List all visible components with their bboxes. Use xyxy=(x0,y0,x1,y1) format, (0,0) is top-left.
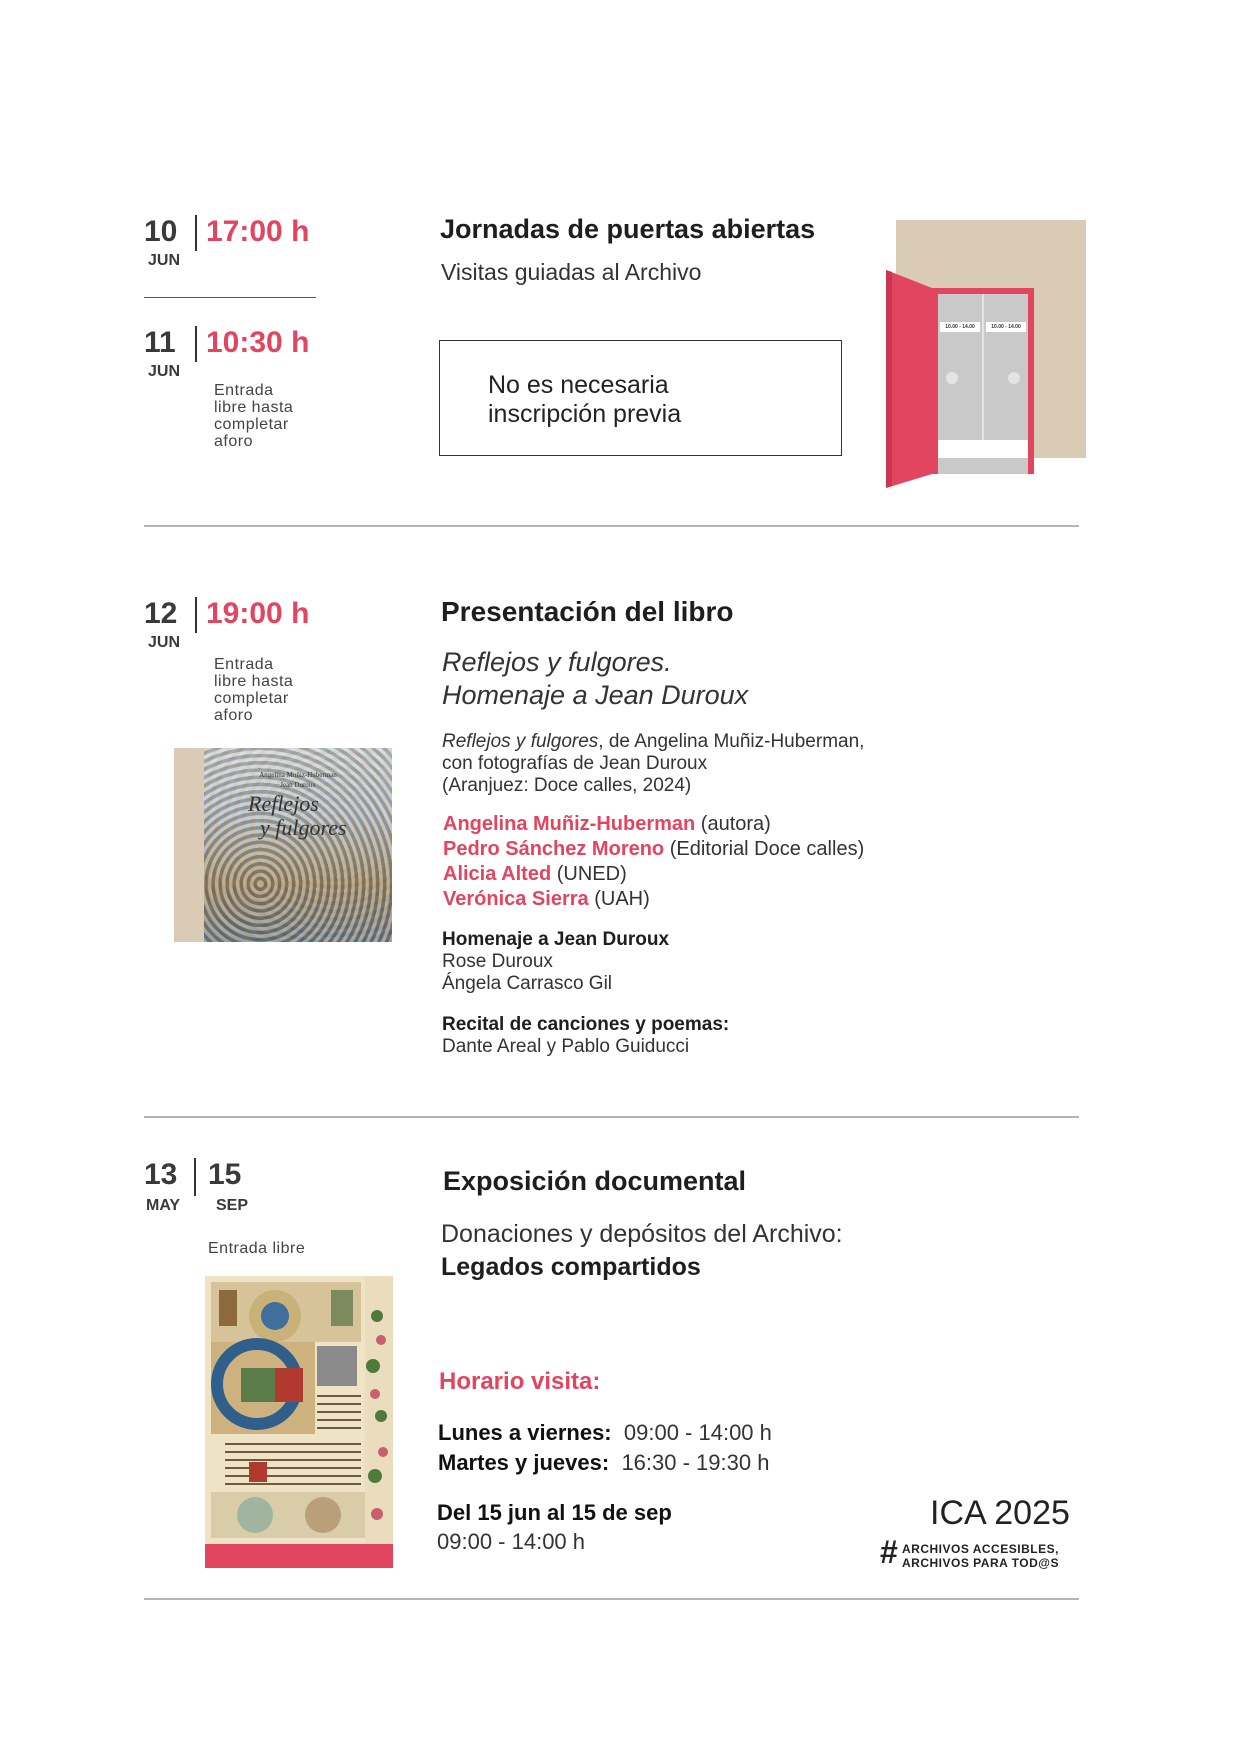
notice-text xyxy=(488,371,681,429)
event3-title: Exposición documental xyxy=(443,1166,747,1196)
book-cover-spine xyxy=(174,748,204,942)
recital-heading: Recital de canciones y poemas: xyxy=(442,1014,730,1035)
event2-entry-note xyxy=(214,656,293,724)
event1-entry-note xyxy=(214,382,293,450)
divider xyxy=(144,297,316,298)
speaker-name: Angelina Muñiz-Huberman xyxy=(443,813,696,835)
recital-names: Dante Areal y Pablo Guiducci xyxy=(442,1036,690,1057)
manuscript-image xyxy=(205,1276,393,1544)
note-line: Entrada xyxy=(214,382,274,399)
tribute-name: Ángela Carrasco Gil xyxy=(442,973,613,994)
notice-line: No es necesaria xyxy=(488,371,669,399)
event1-month2: JUN xyxy=(148,363,181,380)
event2-time: 19:00 h xyxy=(206,597,310,630)
event2-speakers xyxy=(443,812,864,912)
cover-author: Jean Duroux xyxy=(280,781,316,789)
event1-day1: 10 xyxy=(144,215,178,248)
schedule-row xyxy=(438,1418,772,1448)
event3-schedule-heading: Horario visita: xyxy=(439,1368,601,1395)
tribute-heading: Homenaje a Jean Duroux xyxy=(442,929,670,950)
event3-dates xyxy=(142,1158,322,1218)
speaker-row xyxy=(443,887,864,912)
event2-date xyxy=(142,597,322,657)
event1-date1 xyxy=(142,215,322,275)
event3-start-month: MAY xyxy=(146,1197,181,1214)
tagline-line: ARCHIVOS PARA TOD@S xyxy=(902,1556,1059,1570)
event2-recital xyxy=(442,1014,729,1058)
manuscript-bar xyxy=(205,1544,393,1568)
book-cover-title xyxy=(248,792,347,840)
section-divider xyxy=(144,525,1079,527)
divider xyxy=(194,1158,196,1196)
schedule-label: Lunes a viernes: xyxy=(438,1420,612,1445)
event2-reference xyxy=(442,731,864,797)
ref-line3: (Aranjuez: Doce calles, 2024) xyxy=(442,775,692,796)
divider xyxy=(195,597,197,633)
event3-summer xyxy=(437,1498,672,1556)
event2-tribute xyxy=(442,929,669,995)
schedule-hours: 09:00 - 14:00 h xyxy=(623,1420,772,1445)
speaker-role: (Editorial Doce calles) xyxy=(664,838,865,860)
door-sign-right: 10.00 - 14.00 xyxy=(991,324,1021,330)
subtitle-line: Donaciones y depósitos del Archivo: xyxy=(441,1220,843,1248)
book-title-line: Reflejos y fulgores. xyxy=(442,647,672,677)
cover-title-line: y fulgores xyxy=(260,815,347,840)
speaker-role: (UNED) xyxy=(551,863,627,885)
ica-tagline xyxy=(902,1542,1059,1570)
door-sign-left: 10.00 - 14.00 xyxy=(945,324,975,330)
hash-icon: # xyxy=(880,1534,898,1570)
tribute-name: Rose Duroux xyxy=(442,951,553,972)
speaker-row xyxy=(443,837,864,862)
tagline-line: ARCHIVOS ACCESIBLES, xyxy=(902,1542,1059,1556)
ica-title: ICA 2025 xyxy=(930,1494,1070,1532)
schedule-row xyxy=(438,1448,772,1478)
open-door-icon xyxy=(880,218,1090,490)
event3-start-day: 13 xyxy=(144,1158,178,1191)
note-line: completar xyxy=(214,416,289,433)
cover-title-line: Reflejos xyxy=(248,791,319,816)
ref-line2: con fotografías de Jean Duroux xyxy=(442,753,708,774)
event3-end-month: SEP xyxy=(216,1197,249,1214)
event1-notice-box xyxy=(439,340,842,456)
event3-entry-note: Entrada libre xyxy=(208,1240,306,1257)
speaker-role: (UAH) xyxy=(588,888,650,910)
event3-subtitle xyxy=(441,1218,843,1284)
schedule-hours: 16:30 - 19:30 h xyxy=(621,1450,770,1475)
notice-line: inscripción previa xyxy=(488,400,682,428)
schedule-label: Martes y jueves: xyxy=(438,1450,610,1475)
book-cover xyxy=(204,748,392,942)
note-line: aforo xyxy=(214,433,253,450)
ref-rest: , de Angelina Muñiz-Huberman, xyxy=(598,731,865,752)
event1-time2: 10:30 h xyxy=(206,326,310,359)
ref-italic: Reflejos y fulgores xyxy=(442,731,599,752)
subtitle-bold: Legados compartidos xyxy=(441,1253,701,1281)
event2-day: 12 xyxy=(144,597,178,630)
event1-time1: 17:00 h xyxy=(206,215,310,248)
event3-end-day: 15 xyxy=(208,1158,242,1191)
event1-month1: JUN xyxy=(148,252,181,269)
speaker-name: Alicia Alted xyxy=(443,863,552,885)
divider xyxy=(195,326,197,362)
divider xyxy=(195,215,197,251)
event2-month: JUN xyxy=(148,634,181,651)
event1-day2: 11 xyxy=(144,326,176,359)
speaker-row xyxy=(443,812,864,837)
speaker-name: Verónica Sierra xyxy=(443,888,589,910)
note-line: libre hasta xyxy=(214,399,294,416)
ref-line1 xyxy=(442,731,864,753)
door-illustration xyxy=(880,218,1090,490)
section-divider xyxy=(144,1598,1079,1600)
illuminated-manuscript-icon xyxy=(205,1276,393,1544)
note-line: Entrada xyxy=(214,656,274,673)
book-title-line: Homenaje a Jean Duroux xyxy=(442,680,749,710)
event1-title: Jornadas de puertas abiertas xyxy=(440,214,816,244)
event1-date2 xyxy=(142,326,322,386)
note-line: aforo xyxy=(214,707,253,724)
cover-author: Angelina Muñiz-Huberman xyxy=(259,771,337,779)
speaker-row xyxy=(443,862,864,887)
speaker-name: Pedro Sánchez Moreno xyxy=(443,838,665,860)
section-divider xyxy=(144,1116,1079,1118)
event2-book-title xyxy=(442,646,748,712)
event1-subtitle: Visitas guiadas al Archivo xyxy=(441,259,702,285)
book-cover-authors xyxy=(204,770,392,790)
note-line: libre hasta xyxy=(214,673,294,690)
event3-schedule xyxy=(438,1418,772,1478)
note-line: completar xyxy=(214,690,289,707)
speaker-role: (autora) xyxy=(695,813,771,835)
summer-label: Del 15 jun al 15 de sep xyxy=(437,1500,672,1525)
ica-logo xyxy=(880,1494,1080,1574)
summer-hours: 09:00 - 14:00 h xyxy=(437,1529,586,1554)
event2-title: Presentación del libro xyxy=(441,596,734,627)
